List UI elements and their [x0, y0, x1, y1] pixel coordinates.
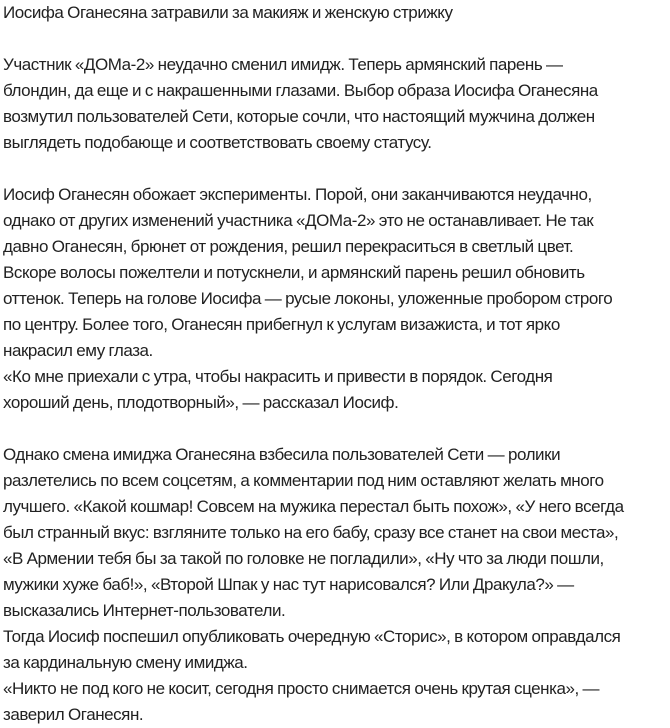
text-line: был странный вкус: взгляните только на его бабу, сразу все станет на свои места», — [3, 523, 619, 542]
paragraph-2 — [3, 182, 670, 416]
spacer — [3, 26, 670, 52]
paragraph-1 — [3, 52, 670, 156]
text-line: Однако смена имиджа Оганесяна взбесила пользователей Сети — ролики — [3, 445, 561, 464]
quote-line: заверил Оганесян. — [3, 705, 144, 724]
text-line: Иосиф Оганесян обожает эксперименты. Порой, они заканчиваются неудачно, — [3, 185, 592, 204]
text-line: за кардинальную смену имиджа. — [3, 653, 248, 672]
text-line: Вскоре волосы пожелтели и потускнели, и армянский парень решил обновить — [3, 263, 585, 282]
text-line: накрасил ему глаза. — [3, 341, 153, 360]
text-line: разлетелись по всем соцсетям, а комментарии под ним оставляют желать много — [3, 471, 604, 490]
quote-line: «Ко мне приехали с утра, чтобы накрасить и привести в порядок. Сегодня — [3, 367, 553, 386]
spacer — [3, 156, 670, 182]
paragraph-3 — [3, 442, 670, 728]
article-title: Иосифа Оганесяна затравили за макияж и женскую стрижку — [3, 3, 453, 22]
spacer — [3, 416, 670, 442]
text-line: мужики хуже баб!», «Второй Шпак у нас тут нарисовался? Или Дракула?» — — [3, 575, 574, 594]
text-line: возмутил пользователей Сети, которые сочли, что настоящий мужчина должен — [3, 107, 595, 126]
quote-line: хороший день, плодотворный», — рассказал Иосиф. — [3, 393, 399, 412]
text-line: Тогда Иосиф поспешил опубликовать очередную «Сторис», в котором оправдался — [3, 627, 621, 646]
quote-line: «Никто не под кого не косит, сегодня просто снимается очень крутая сценка», — — [3, 679, 600, 698]
text-line: выглядеть подобающе и соответствовать своему статусу. — [3, 133, 432, 152]
text-line: однако от других изменений участника «ДОМа-2» это не останавливает. Не так — [3, 211, 594, 230]
text-line: Участник «ДОМа-2» неудачно сменил имидж. Теперь армянский парень — — [3, 55, 563, 74]
text-line: высказались Интернет-пользователи. — [3, 601, 286, 620]
text-line: оттенок. Теперь на голове Иосифа — русые локоны, уложенные пробором строго — [3, 289, 613, 308]
text-line: блондин, да еще и с накрашенными глазами. Выбор образа Иосифа Оганесяна — [3, 81, 598, 100]
text-line: по центру. Более того, Оганесян прибегнул к услугам визажиста, и тот ярко — [3, 315, 560, 334]
text-line: лучшего. «Какой кошмар! Совсем на мужика перестал быть похож», «У него всегда — [3, 497, 624, 516]
text-line: давно Оганесян, брюнет от рождения, решил перекраситься в светлый цвет. — [3, 237, 574, 256]
text-line: «В Армении тебя бы за такой по головке не погладили», «Ну что за люди пошли, — [3, 549, 604, 568]
